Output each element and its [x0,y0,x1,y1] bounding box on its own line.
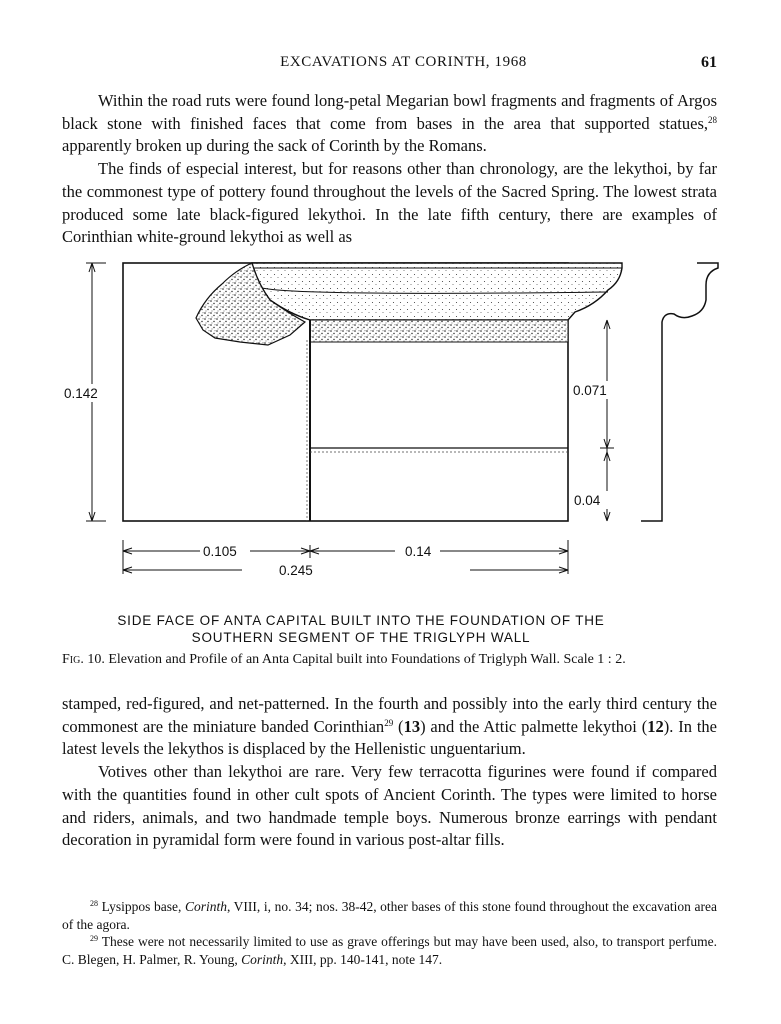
catalogue-number: 12 [647,716,664,736]
dim-label-lower-height: 0.04 [574,493,601,508]
catalogue-number: 13 [403,716,421,736]
footnote [62,933,717,968]
paragraph [62,90,717,158]
footnote [62,898,717,933]
anta-capital-drawing [0,250,781,590]
page-header [90,54,717,76]
paragraph-text: Within the road ruts were found long-petal Megarian bowl fragments and fragments of Argos black stone with finished faces that come from bases in the area that supported statues, [62,91,717,133]
paragraph-text: ) and the Attic palmette lekythoi ( [420,716,648,736]
dim-label-upper-height: 0.071 [573,383,607,398]
paragraph [62,693,717,761]
footnote-ref: 28 [708,114,717,125]
footnote-number: 29 [90,934,98,943]
fascia-band [310,320,568,342]
running-head: EXCAVATIONS AT CORINTH, 1968 [280,54,527,70]
body-text-top [62,90,717,249]
paragraph-text: apparently broken up during the sack of Corinth by the Romans. [62,136,487,156]
figure-title-line: SOUTHERN SEGMENT OF THE TRIGLYPH WALL [191,630,531,645]
footnote-text: Lysippos base, [98,899,185,914]
footnote-text: , VIII, i, no. 34; nos. 38-42, other bases of this stone found throughout the excavation area of the agora. [62,899,717,932]
footnote-text: These were not necessarily limited to use as grave offerings but may have been used, also, to transport perfume. C. Blegen, H. Palmer, R. Young, [62,934,717,967]
footnotes [62,898,717,968]
paragraph: The finds of especial interest, but for reasons other than chronology, are the lekythoi, by far the commonest type of pottery found throughout the levels of the Sacred Spring. The lowest strata produced some late black-figured lekythoi. In the late fifth century, there are examples of Corinthian white-ground lekythoi as well as [62,159,717,247]
footnote-title: Corinth [241,951,284,967]
dim-label-right-width: 0.14 [405,544,432,559]
profile-outline [641,263,718,521]
footnote-ref: 29 [384,717,394,728]
paragraph-text: stamped, red-figured, and net-patterned. In the fourth and possibly into the early third century the commonest are the miniature banded Corinthian [62,694,717,736]
dim-label-total-width: 0.245 [279,563,313,578]
footnote-title: Corinth [184,899,227,914]
paragraph-text: ). In the latest levels the lekythos is displaced by the Hellenistic unguentarium. [62,716,717,759]
figure-label: Fig. 10. [62,652,105,667]
figure-caption [62,652,722,668]
figure-title-line: SIDE FACE OF ANTA CAPITAL BUILT INTO THE FOUNDATION OF THE [117,613,605,628]
dim-label-total-height: 0.142 [64,386,98,401]
figure-title [62,612,660,646]
footnote-text: , XIII, pp. 140-141, note 147. [283,951,443,967]
dim-label-left-width: 0.105 [203,544,237,559]
figure-caption-text: Elevation and Profile of an Anta Capital built into Foundations of Triglyph Wall. Scale 1 : 2. [104,652,626,667]
paragraph-text: ( [393,716,404,736]
footnote-number: 28 [90,899,98,908]
page-number: 61 [701,54,717,71]
paragraph: Votives other than lekythoi are rare. Very few terracotta figurines were found if compared with the quantities found in other cult spots of Ancient Corinth. The types were limited to horse and riders, animals, and two handmade temple boys. Numerous bronze earrings with pendant decoration in pyramidal form were found in various post-altar fills. [62,762,717,850]
body-text-bottom [62,693,717,852]
